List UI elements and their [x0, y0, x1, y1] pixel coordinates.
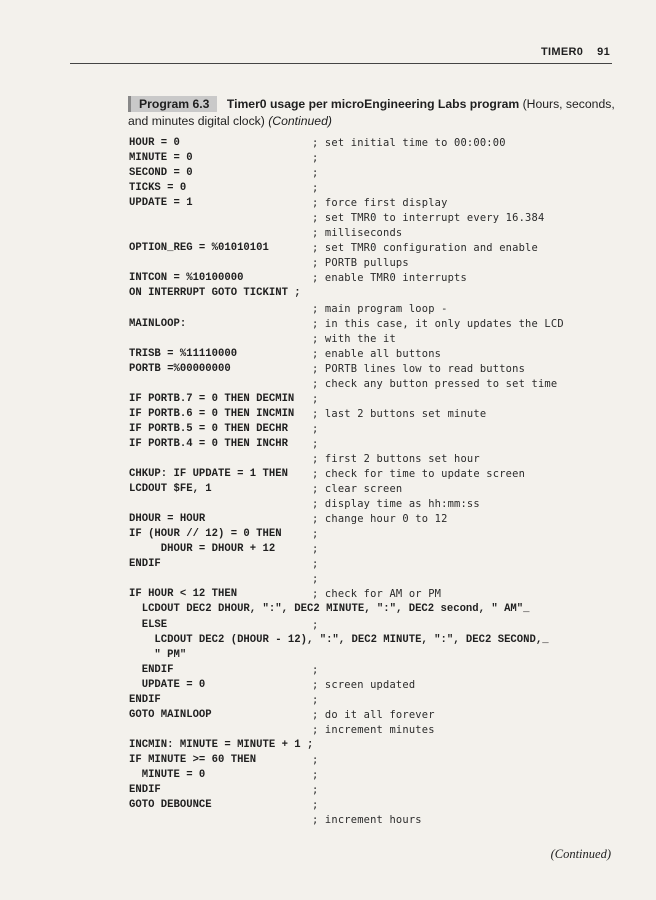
code-statement: IF MINUTE >= 60 THEN [129, 753, 257, 766]
code-comment: ; screen updated [312, 678, 416, 691]
code-line [129, 618, 629, 633]
code-line [129, 166, 629, 181]
code-line [129, 648, 629, 663]
code-comment: ; [312, 693, 319, 706]
code-line [129, 241, 629, 256]
code-line [129, 377, 629, 392]
code-statement: TRISB = %11110000 [129, 347, 238, 360]
code-comment: ; check for time to update screen [312, 468, 526, 481]
header-rule [70, 63, 612, 64]
code-statement: " PM" [129, 648, 187, 661]
code-line [129, 136, 629, 151]
code-line [129, 738, 629, 753]
code-line [129, 407, 629, 422]
code-statement: OPTION_REG = %01010101 [129, 242, 269, 255]
running-head-section: TIMER0 [541, 46, 584, 58]
running-head [541, 46, 610, 58]
code-line [129, 362, 629, 377]
code-statement: GOTO DEBOUNCE [129, 799, 212, 812]
code-statement: DHOUR = HOUR [129, 513, 206, 526]
code-comment: ; with the it [312, 332, 396, 345]
program-title: Timer0 usage per microEngineering Labs program [226, 97, 520, 111]
code-comment: ; enable all buttons [312, 347, 442, 360]
code-line [129, 813, 629, 828]
page-number: 91 [597, 46, 610, 58]
code-line [129, 768, 629, 783]
code-line [129, 723, 629, 738]
program-caption [128, 96, 616, 130]
code-statement: TICKS = 0 [129, 182, 187, 195]
code-comment: ; [312, 543, 319, 556]
code-line [129, 512, 629, 527]
code-comment: ; in this case, it only updates the LCD [312, 317, 564, 330]
code-line [129, 151, 629, 166]
code-statement: IF PORTB.6 = 0 THEN INCMIN [129, 407, 295, 420]
code-statement: IF (HOUR // 12) = 0 THEN [129, 528, 282, 541]
code-comment: ; [312, 437, 319, 450]
code-line [129, 557, 629, 572]
code-line [129, 602, 629, 617]
code-comment: ; [312, 618, 319, 631]
code-line [129, 708, 629, 723]
code-statement: UPDATE = 1 [129, 197, 193, 210]
code-statement: MINUTE = 0 [129, 152, 193, 165]
code-line [129, 572, 629, 587]
code-comment: ; clear screen [312, 483, 403, 496]
code-line [129, 181, 629, 196]
code-statement: LCDOUT DEC2 (DHOUR - 12), ":", DEC2 MINUTE, ":", DEC2 SECOND,_ [129, 633, 549, 646]
caption-continued: (Continued) [268, 114, 332, 128]
code-comment: ; main program loop - [312, 302, 448, 315]
code-statement: ON INTERRUPT GOTO TICKINT ; [129, 287, 301, 300]
code-comment: ; enable TMR0 interrupts [312, 272, 467, 285]
code-statement: LCDOUT $FE, 1 [129, 483, 212, 496]
code-statement: ENDIF [129, 784, 161, 797]
code-statement: ENDIF [129, 663, 174, 676]
code-line [129, 271, 629, 286]
code-line [129, 437, 629, 452]
code-statement: ENDIF [129, 693, 161, 706]
code-statement: INCMIN: MINUTE = MINUTE + 1 ; [129, 738, 314, 751]
code-comment: ; [312, 422, 319, 435]
code-statement: GOTO MAINLOOP [129, 708, 212, 721]
code-statement: DHOUR = DHOUR + 12 [129, 543, 276, 556]
code-line [129, 587, 629, 602]
code-line [129, 542, 629, 557]
code-comment: ; [312, 152, 319, 165]
code-comment: ; PORTB pullups [312, 257, 409, 270]
code-line [129, 347, 629, 362]
code-comment: ; [312, 528, 319, 541]
code-statement: IF HOUR < 12 THEN [129, 588, 238, 601]
code-statement: IF PORTB.7 = 0 THEN DECMIN [129, 392, 295, 405]
code-statement: INTCON = %10100000 [129, 272, 244, 285]
code-line [129, 482, 629, 497]
code-comment: ; [312, 558, 319, 571]
code-comment: ; PORTB lines low to read buttons [312, 362, 526, 375]
code-line [129, 196, 629, 211]
code-line [129, 422, 629, 437]
code-line [129, 497, 629, 512]
program-tag: Program 6.3 [128, 96, 217, 112]
code-line [129, 633, 629, 648]
code-line [129, 256, 629, 271]
code-statement: CHKUP: IF UPDATE = 1 THEN [129, 468, 288, 481]
code-statement: SECOND = 0 [129, 167, 193, 180]
code-comment: ; [312, 753, 319, 766]
code-comment: ; [312, 799, 319, 812]
code-line [129, 467, 629, 482]
code-line [129, 798, 629, 813]
code-line [129, 452, 629, 467]
code-statement: PORTB =%00000000 [129, 362, 231, 375]
code-comment: ; [312, 573, 319, 586]
code-comment: ; check for AM or PM [312, 588, 442, 601]
footer-continued: (Continued) [550, 847, 611, 861]
code-comment: ; display time as hh:mm:ss [312, 498, 480, 511]
program-description: (Hours, seconds, and minutes digital clock) [128, 97, 615, 128]
code-comment: ; set TMR0 to interrupt every 16.384 [312, 212, 545, 225]
code-line [129, 678, 629, 693]
code-comment: ; [312, 182, 319, 195]
code-line [129, 753, 629, 768]
code-statement: MAINLOOP: [129, 317, 187, 330]
code-line [129, 693, 629, 708]
code-comment: ; set initial time to 00:00:00 [312, 137, 506, 149]
code-comment: ; first 2 buttons set hour [312, 452, 480, 465]
code-line [129, 286, 629, 301]
code-comment: ; force first display [312, 197, 448, 210]
code-line [129, 663, 629, 678]
code-comment: ; [312, 768, 319, 781]
code-line [129, 527, 629, 542]
code-comment: ; [312, 167, 319, 180]
code-statement: ENDIF [129, 558, 161, 571]
code-comment: ; increment minutes [312, 723, 435, 736]
code-comment: ; [312, 392, 319, 405]
code-line [129, 332, 629, 347]
code-comment: ; last 2 buttons set minute [312, 407, 487, 420]
code-comment: ; increment hours [312, 814, 422, 827]
code-comment: ; set TMR0 configuration and enable [312, 242, 538, 255]
code-comment: ; milliseconds [312, 227, 403, 240]
code-line [129, 783, 629, 798]
code-statement: LCDOUT DEC2 DHOUR, ":", DEC2 MINUTE, ":", DEC2 second, " AM"_ [129, 603, 530, 616]
code-line [129, 211, 629, 226]
code-comment: ; do it all forever [312, 708, 435, 721]
code-statement: HOUR = 0 [129, 137, 180, 149]
code-comment: ; check any button pressed to set time [312, 377, 558, 390]
code-line [129, 317, 629, 332]
code-line [129, 226, 629, 241]
code-statement: IF PORTB.5 = 0 THEN DECHR [129, 422, 288, 435]
code-line [129, 302, 629, 317]
code-listing [129, 136, 629, 828]
code-comment: ; [312, 663, 319, 676]
code-statement: UPDATE = 0 [129, 678, 206, 691]
code-statement: MINUTE = 0 [129, 768, 206, 781]
code-comment: ; change hour 0 to 12 [312, 513, 448, 526]
code-comment: ; [312, 784, 319, 797]
code-statement: IF PORTB.4 = 0 THEN INCHR [129, 437, 288, 450]
code-line [129, 392, 629, 407]
code-statement: ELSE [129, 618, 168, 631]
